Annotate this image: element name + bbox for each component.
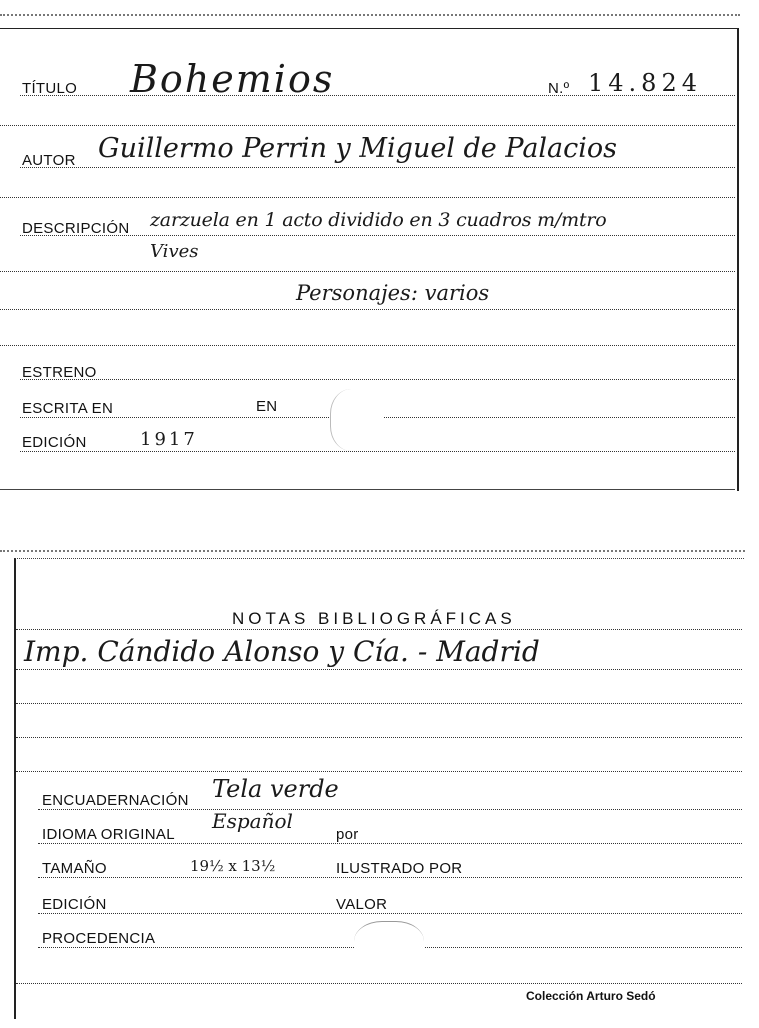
rule-line <box>0 489 735 490</box>
por-label: por <box>336 826 359 843</box>
rule-line <box>20 167 735 168</box>
numero-value: 14.824 <box>588 69 702 97</box>
tamano-label: TAMAÑO <box>42 860 107 877</box>
rule-line <box>20 379 735 380</box>
rule-line <box>38 913 742 914</box>
encuadernacion-label: ENCUADERNACIÓN <box>42 792 189 809</box>
rule-line <box>16 669 742 670</box>
rule-line <box>16 771 742 772</box>
rule-line <box>0 125 735 126</box>
scan-edge-middle <box>0 550 745 556</box>
idioma-original-label: IDIOMA ORIGINAL <box>42 826 175 843</box>
rule-line <box>38 809 742 810</box>
escrita-en-label: ESCRITA EN <box>22 400 114 417</box>
idioma-original-value: Español <box>212 809 293 833</box>
erased-stamp-area <box>354 921 424 972</box>
autor-value: Guillermo Perrin y Miguel de Palacios <box>98 133 618 164</box>
catalog-card-notes <box>14 558 744 1019</box>
notas-bibliograficas-heading: NOTAS BIBLIOGRÁFICAS <box>232 609 516 628</box>
rule-line <box>16 629 742 630</box>
tamano-value: 19½ x 13½ <box>190 857 276 875</box>
estreno-label: ESTRENO <box>22 364 97 381</box>
catalog-card-main <box>0 28 739 491</box>
en-label: EN <box>256 398 278 415</box>
descripcion-line3: Personajes: varios <box>296 281 490 305</box>
descripcion-line2: Vives <box>150 241 199 262</box>
procedencia-label: PROCEDENCIA <box>42 930 156 947</box>
scan-edge-top <box>0 14 740 20</box>
rule-line <box>0 309 735 310</box>
rule-line <box>0 271 735 272</box>
rule-line <box>16 737 742 738</box>
titulo-value: Bohemios <box>130 57 335 101</box>
titulo-label: TÍTULO <box>22 80 78 97</box>
encuadernacion-value: Tela verde <box>212 775 339 803</box>
descripcion-line1: zarzuela en 1 acto dividido en 3 cuadros m/mtro <box>150 209 607 231</box>
rule-line <box>16 703 742 704</box>
erased-stamp-area <box>330 389 383 451</box>
rule-line <box>16 983 742 984</box>
descripcion-label: DESCRIPCIÓN <box>22 220 130 237</box>
notas-line1: Imp. Cándido Alonso y Cía. - Madrid <box>24 635 540 668</box>
edicion-label-2: EDICIÓN <box>42 896 107 913</box>
rule-line <box>0 345 735 346</box>
autor-label: AUTOR <box>22 152 76 169</box>
edicion-value: 1917 <box>140 429 198 450</box>
collection-footer: Colección Arturo Sedó <box>526 989 656 1003</box>
valor-label: VALOR <box>336 896 388 913</box>
numero-label: N.º <box>548 80 570 97</box>
rule-line <box>0 197 735 198</box>
rule-line <box>20 451 735 452</box>
edicion-label: EDICIÓN <box>22 434 87 451</box>
rule-line <box>38 877 742 878</box>
ilustrado-por-label: ILUSTRADO POR <box>336 860 463 877</box>
rule-line <box>38 843 742 844</box>
